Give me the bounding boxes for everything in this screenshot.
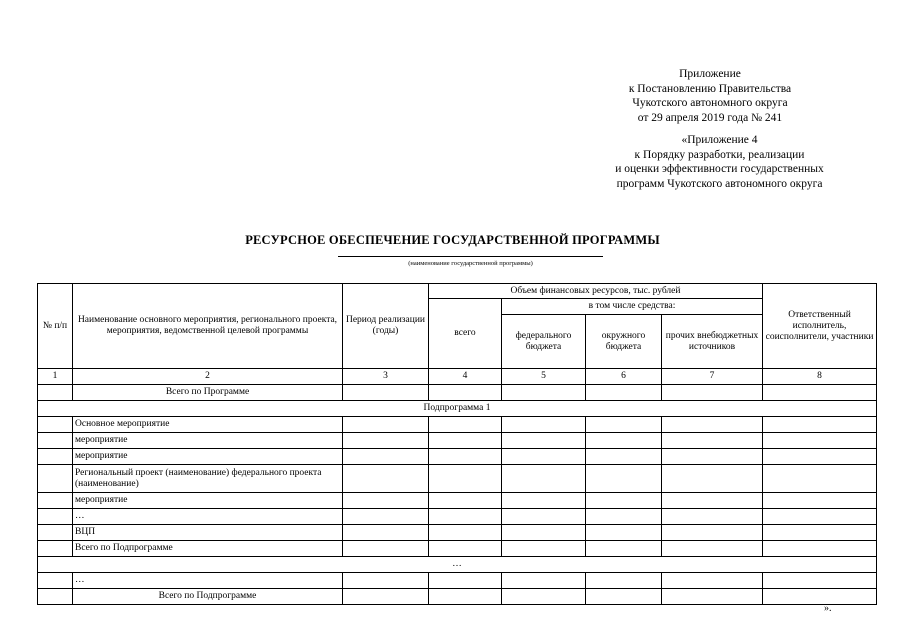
resource-table [37, 283, 877, 605]
appendix-line: от 29 апреля 2019 года № 241 [637, 111, 783, 124]
header-name: Наименование основного мероприятия, регионального проекта, мероприятия, ведомственной целевой программы [73, 284, 343, 369]
table-row [38, 433, 877, 449]
column-number: 6 [586, 369, 662, 385]
table-row [38, 509, 877, 525]
row-label: … [73, 573, 343, 589]
table-row [38, 525, 877, 541]
header-period: Период реализации (годы) [343, 284, 429, 369]
row-label: Региональный проект (наименование) федерального проекта (наименование) [73, 465, 343, 493]
section-row [38, 557, 877, 573]
appendix-line: Приложение [679, 68, 741, 80]
row-label: Всего по Программе [73, 385, 343, 401]
appendix-line: программ Чукотского автономного округа [616, 177, 823, 190]
appendix-line: к Порядку разработки, реализации [634, 148, 805, 161]
appendix-resolution-block [560, 67, 860, 125]
closing-mark: ». [824, 603, 832, 614]
header-total: всего [429, 299, 502, 369]
row-label: Основное мероприятие [73, 417, 343, 433]
header-responsible: Ответственный исполнитель, соисполнители, участники [763, 284, 877, 369]
header-volume: Объем финансовых ресурсов, тыс. рублей [429, 284, 763, 299]
header-other: прочих внебюджетных источников [662, 315, 763, 369]
table-row [38, 541, 877, 557]
column-number: 1 [38, 369, 73, 385]
section-label: Подпрограмма 1 [38, 401, 877, 417]
table-row [38, 449, 877, 465]
program-name-caption: (наименование государственной программы) [408, 260, 533, 267]
appendix-line: и оценки эффективности государственных [615, 163, 824, 175]
table-row [38, 385, 877, 401]
header-num: № п/п [38, 284, 73, 369]
row-label: Всего по Подпрограмме [73, 589, 343, 605]
row-label: Всего по Подпрограмме [73, 541, 343, 557]
table-row [38, 493, 877, 509]
appendix-line: к Постановлению Правительства [628, 82, 792, 95]
table-row [38, 573, 877, 589]
column-number: 3 [343, 369, 429, 385]
column-number: 4 [429, 369, 502, 385]
column-number: 7 [662, 369, 763, 385]
row-label: мероприятие [73, 449, 343, 465]
header-federal: федерального бюджета [502, 315, 586, 369]
section-label: … [38, 557, 877, 573]
column-number: 5 [502, 369, 586, 385]
table-row [38, 589, 877, 605]
appendix-line: «Приложение 4 [681, 134, 758, 146]
section-row [38, 401, 877, 417]
appendix-line: Чукотского автономного округа [632, 97, 788, 109]
header-district: окружного бюджета [586, 315, 662, 369]
row-label: … [73, 509, 343, 525]
appendix-procedure-block [572, 133, 867, 191]
header-including: в том числе средства: [502, 299, 763, 315]
column-number: 8 [763, 369, 877, 385]
column-number: 2 [73, 369, 343, 385]
column-number-row [38, 369, 877, 385]
row-label: ВЦП [73, 525, 343, 541]
table-row [38, 465, 877, 493]
row-label: мероприятие [73, 493, 343, 509]
document-title: РЕСУРСНОЕ ОБЕСПЕЧЕНИЕ ГОСУДАРСТВЕННОЙ ПРОГРАММЫ [245, 233, 660, 247]
row-label: мероприятие [73, 433, 343, 449]
program-name-line [338, 256, 603, 257]
table-row [38, 417, 877, 433]
header-row [38, 284, 877, 299]
